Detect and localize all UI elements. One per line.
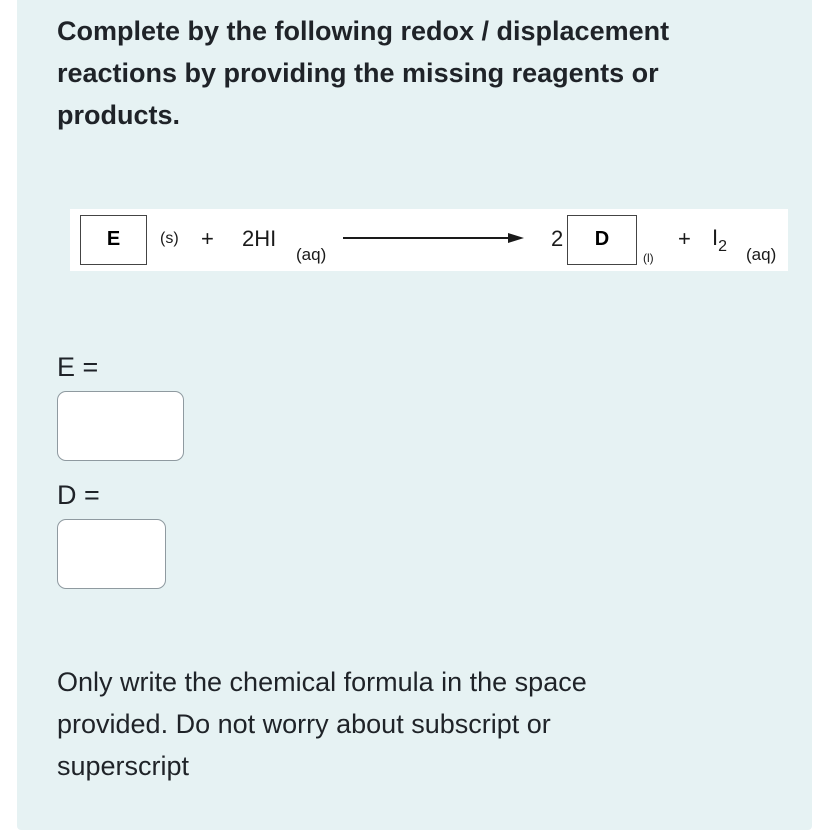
product-iodine: [712, 225, 728, 255]
reactant-hi-state: (aq): [296, 245, 327, 264]
product-iodine-symbol: I: [712, 225, 719, 250]
question-line: reactions by providing the missing reagents or: [57, 58, 659, 88]
reactant-e-state: (s): [160, 230, 179, 247]
instruction-note: [57, 661, 697, 787]
reactant-e-box: E: [80, 215, 147, 265]
answer-e-input[interactable]: [57, 391, 184, 461]
reactant-hi: 2HI: [242, 226, 277, 251]
product-iodine-subscript: 2: [718, 238, 728, 255]
plus-sign: +: [678, 226, 691, 251]
reaction-arrow: [343, 237, 511, 239]
note-line: provided. Do not worry about subscript or: [57, 709, 551, 739]
question-line: Complete by the following redox / displacement: [57, 16, 670, 46]
question-text: [57, 10, 777, 136]
arrow-head-icon: [508, 233, 524, 243]
plus-sign: +: [201, 226, 214, 251]
answer-d-label: D =: [57, 480, 100, 510]
product-d-box: D: [567, 215, 637, 265]
note-line: Only write the chemical formula in the space: [57, 667, 587, 697]
answer-e-label: E =: [57, 352, 99, 382]
product-d-state: (l): [643, 251, 654, 265]
answer-d-input[interactable]: [57, 519, 166, 589]
product-d-coefficient: 2: [551, 226, 564, 251]
question-line: products.: [57, 100, 181, 130]
reaction-equation: [70, 209, 788, 271]
note-line: superscript: [57, 751, 190, 781]
product-iodine-state: (aq): [746, 245, 777, 264]
